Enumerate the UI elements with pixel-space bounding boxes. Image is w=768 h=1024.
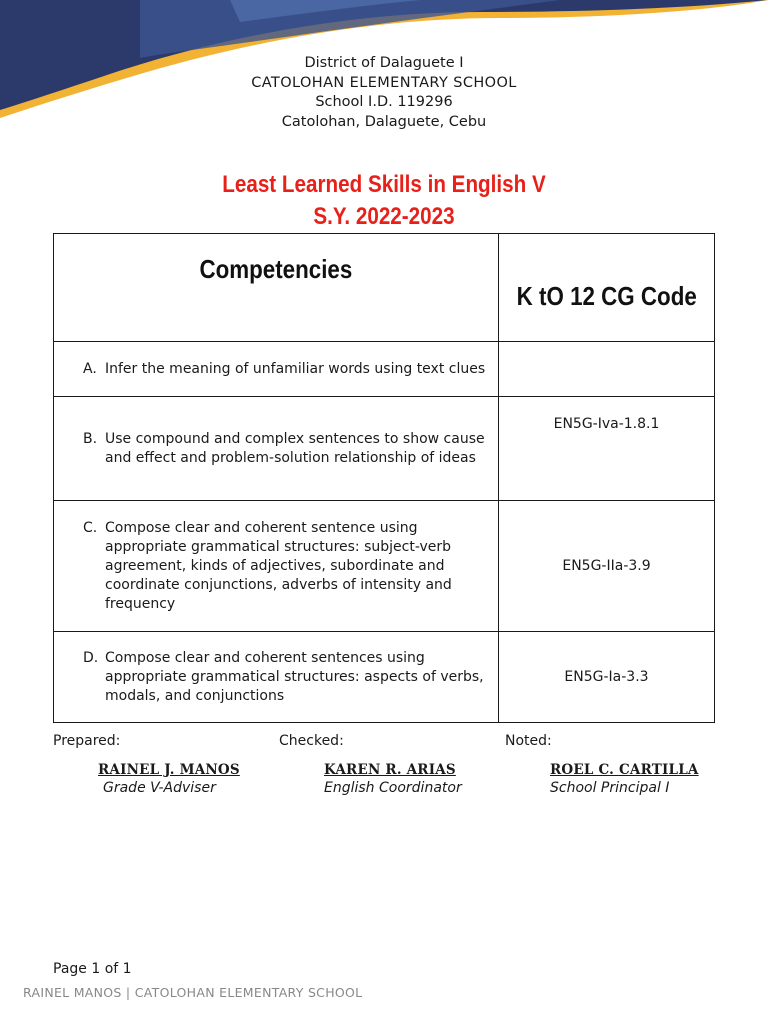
school-id: School I.D. 119296	[315, 94, 453, 110]
checker-name: KAREN R. ARIAS	[324, 762, 456, 778]
table-row	[54, 397, 715, 501]
prepared-label: Prepared:	[53, 733, 121, 749]
prepared-by-block	[53, 733, 240, 796]
document-title: Least Learned Skills in English V	[222, 171, 546, 198]
competency-cell	[54, 342, 499, 397]
competencies-table	[53, 233, 715, 723]
page-footer: RAINEL MANOS | CATOLOHAN ELEMENTARY SCHOOL	[23, 985, 363, 1000]
noter-name: ROEL C. CARTILLA	[550, 762, 699, 778]
competency-text: Use compound and complex sentences to show cause and effect and problem-solution relationship of ideas	[105, 430, 485, 466]
school-name: CATOLOHAN ELEMENTARY SCHOOL	[251, 74, 517, 91]
table-row	[54, 342, 715, 397]
competencies-header: Competencies	[54, 234, 499, 342]
competency-cell	[54, 501, 499, 632]
competency-cell	[54, 632, 499, 723]
page-number: Page 1 of 1	[53, 961, 132, 977]
cg-code-cell	[499, 342, 715, 397]
table-row	[54, 632, 715, 723]
checker-position: English Coordinator	[324, 780, 462, 796]
competency-text: Infer the meaning of unfamiliar words using text clues	[105, 360, 486, 377]
school-header	[0, 54, 768, 132]
competency-text: Compose clear and coherent sentence using appropriate grammatical structures: subject-verb agreement, kinds of adjectives, subordinate and coordinate conjunctions, adverbs of intensity and frequency	[105, 519, 452, 612]
checked-by-block	[279, 733, 462, 796]
preparer-name: RAINEL J. MANOS	[98, 762, 240, 778]
row-letter: D.	[83, 649, 99, 666]
noted-by-block	[505, 733, 699, 796]
preparer-position: Grade V-Adviser	[103, 780, 216, 796]
cg-code-cell: EN5G-IIa-3.9	[499, 501, 715, 632]
competency-cell	[54, 397, 499, 501]
table-row	[54, 501, 715, 632]
checked-label: Checked:	[279, 733, 344, 749]
cg-code-cell: EN5G-Ia-3.3	[499, 632, 715, 723]
row-letter: A.	[83, 360, 97, 377]
row-letter: C.	[83, 519, 98, 536]
school-year-title: S.Y. 2022-2023	[313, 203, 455, 230]
noted-label: Noted:	[505, 733, 552, 749]
competency-text: Compose clear and coherent sentences using appropriate grammatical structures: aspects of verbs, modals, and conjunctions	[105, 649, 484, 704]
school-address: Catolohan, Dalaguete, Cebu	[281, 113, 487, 130]
cg-code-header: K tO 12 CG Code	[499, 234, 715, 342]
row-letter: B.	[83, 430, 98, 447]
noter-position: School Principal I	[550, 780, 670, 796]
district-line: District of Dalaguete I	[304, 55, 464, 71]
table-header-row	[54, 234, 715, 342]
cg-code-cell: EN5G-Iva-1.8.1	[499, 397, 715, 501]
